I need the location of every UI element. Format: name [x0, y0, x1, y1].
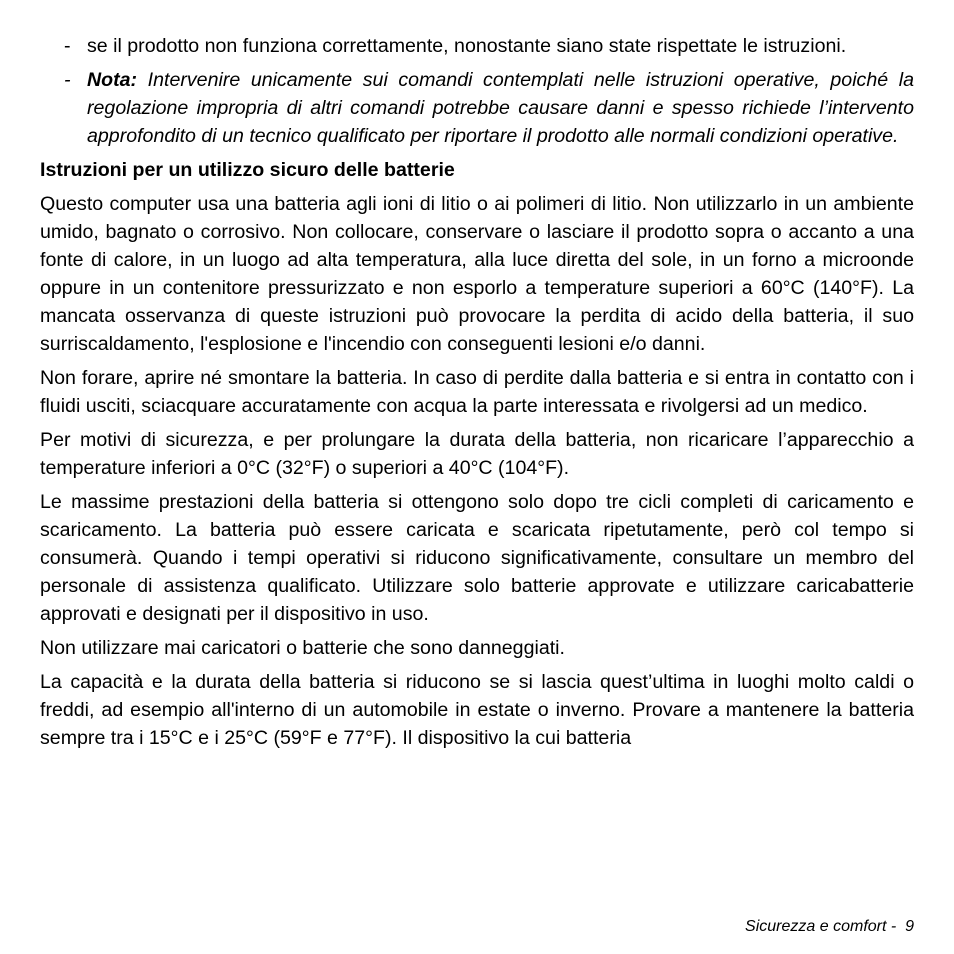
note-label: Nota:	[87, 69, 138, 91]
bullet-list	[40, 32, 914, 150]
section-heading: Istruzioni per un utilizzo sicuro delle batterie	[40, 159, 455, 181]
bullet-item-malfunction	[40, 32, 914, 60]
bullet-dash: -	[64, 35, 71, 57]
paragraph-lithium-battery: Questo computer usa una batteria agli ioni di litio o ai polimeri di litio. Non utilizzarlo in un ambiente umido, bagnato o corrosivo. Non collocare, conservare o lasciare il prodotto sopra o accanto a una fonte di calore, in un luogo ad alta temperatura, alla luce diretta del sole, in un forno a microonde oppure in un contenitore pressurizzato e non esporlo a temperature superiori a 60°C (140°F). La mancata osservanza di queste istruzioni può provocare la perdita di acido della batteria, il suo surriscaldamento, l'esplosione e l'incendio con conseguenti lesioni e/o danni.	[40, 193, 914, 355]
paragraph-capacity-temperature: La capacità e la durata della batteria si riducono se si lascia quest’ultima in luoghi molto caldi o freddi, ad esempio all'interno di un automobile in estate o inverno. Provare a mantenere la batteria sempre tra i 15°C e i 25°C (59°F e 77°F). Il dispositivo la cui batteria	[40, 671, 914, 749]
page-footer: Sicurezza e comfort - 9	[745, 918, 914, 935]
paragraph-charge-cycles: Le massime prestazioni della batteria si ottengono solo dopo tre cicli completi di caricamento e scaricamento. La batteria può essere caricata e scaricata ripetutamente, però col tempo si consumerà. Quando i tempi operativi si riducono significativamente, consultare un membro del personale di assistenza qualificato. Utilizzare solo batterie approvate e utilizzare caricabatterie approvati e designati per il dispositivo in uso.	[40, 491, 914, 625]
bullet-text: se il prodotto non funziona correttamente, nonostante siano state rispettate le istruzioni.	[87, 35, 847, 57]
paragraph-do-not-puncture: Non forare, aprire né smontare la batteria. In caso di perdite dalla batteria e si entra in contatto con i fluidi usciti, sciacquare accuratamente con acqua la parte interessata e rivolgersi ad un medico.	[40, 367, 914, 417]
bullet-dash: -	[64, 69, 71, 91]
paragraph-charging-temperature: Per motivi di sicurezza, e per prolungare la durata della batteria, non ricaricare l’apparecchio a temperature inferiori a 0°C (32°F) o superiori a 40°C (104°F).	[40, 429, 914, 479]
note-text: Intervenire unicamente sui comandi contemplati nelle istruzioni operative, poiché la regolazione impropria di altri comandi potrebbe causare danni e spesso richiede l’intervento approfondito di un tecnico qualificato per riportare il prodotto alle normali condizioni operative.	[87, 69, 914, 147]
bullet-item-note	[40, 66, 914, 150]
document-page	[40, 32, 914, 758]
paragraph-damaged-chargers: Non utilizzare mai caricatori o batterie che sono danneggiati.	[40, 637, 565, 659]
